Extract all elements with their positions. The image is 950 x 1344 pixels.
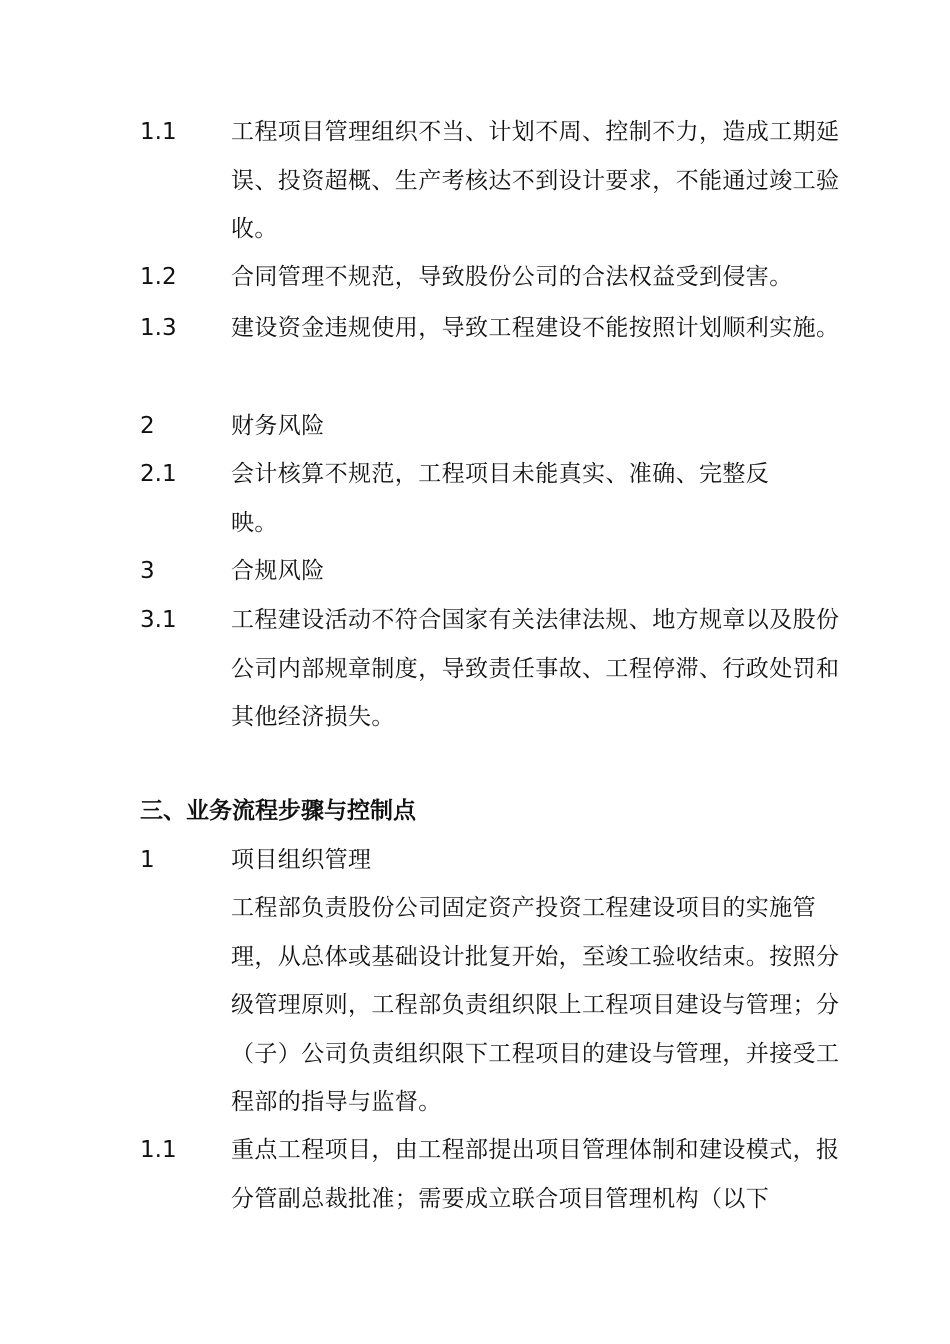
item-number: 1.1	[140, 1137, 177, 1163]
item-number: 1	[140, 847, 155, 873]
item-text: 合同管理不规范，导致股份公司的合法权益受到侵害。	[231, 264, 793, 290]
item-text: 工程建设活动不符合国家有关法律法规、地方规章以及股份公司内部规章制度，导致责任事故、工程停滞、行政处罚和其他经济损失。	[231, 607, 840, 730]
item-number: 1.3	[140, 315, 177, 341]
item-number: 1.1	[140, 119, 177, 145]
item-text: 财务风险	[231, 413, 325, 439]
item-number: 3.1	[140, 607, 177, 633]
item-number: 1.2	[140, 264, 177, 290]
item-text: 项目组织管理	[231, 847, 372, 873]
item-text: 会计核算不规范，工程项目未能真实、准确、完整反映。	[231, 461, 770, 536]
item-text: 建设资金违规使用，导致工程建设不能按照计划顺利实施。	[231, 315, 840, 341]
item-number: 3	[140, 558, 155, 584]
item-text: 工程项目管理组织不当、计划不周、控制不力，造成工期延误、投资超概、生产考核达不到设计要求，不能通过竣工验收。	[231, 119, 840, 242]
item-number: 2	[140, 413, 155, 439]
paragraph-text: 工程部负责股份公司固定资产投资工程建设项目的实施管理，从总体或基础设计批复开始，至竣工验收结束。按照分级管理原则，工程部负责组织限上工程项目建设与管理；分（子）公司负责组织限下工程项目的建设与管理，并接受工程部的指导与监督。	[231, 895, 840, 1115]
item-text: 重点工程项目，由工程部提出项目管理体制和建设模式，报分管副总裁批准；需要成立联合项目管理机构（以下	[231, 1137, 840, 1212]
item-number: 2.1	[140, 461, 177, 487]
section-heading: 三、业务流程步骤与控制点	[140, 798, 416, 824]
item-text: 合规风险	[231, 558, 325, 584]
